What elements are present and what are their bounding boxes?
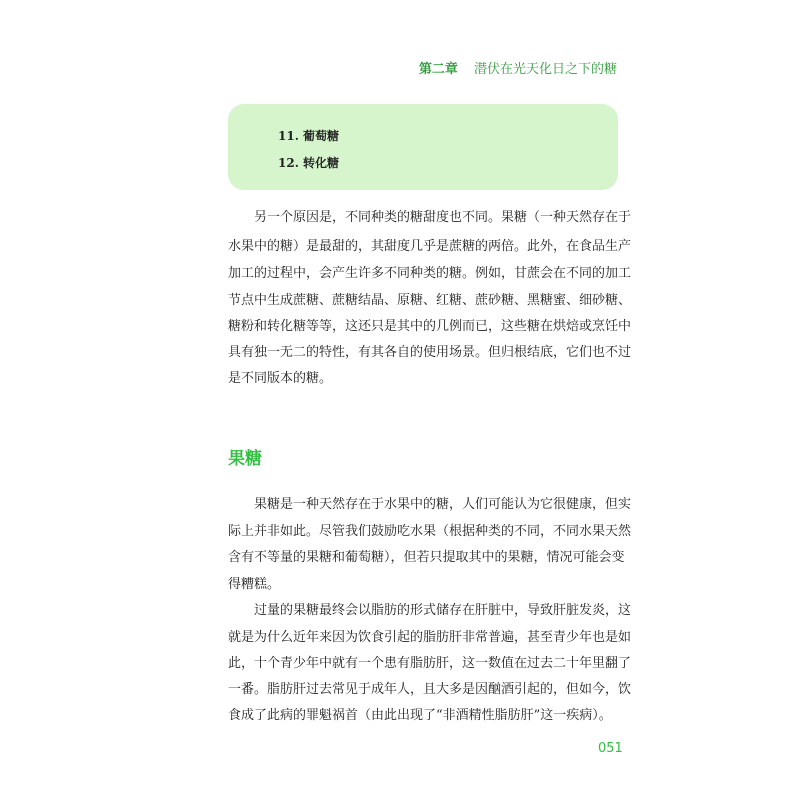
running-header (419, 58, 617, 77)
section-title: 果糖 (228, 449, 262, 469)
text-line: 是不同版本的糖。 (228, 371, 333, 386)
list-item: 12. 转化糖 (278, 156, 340, 170)
text-line: 节点中生成蔗糖、蔗糖结晶、原糖、红糖、蔗砂糖、黑糖蜜、细砂糖、 (228, 293, 632, 308)
text-line: 得糟糕。 (228, 577, 281, 592)
text-line: 一番。脂肪肝过去常见于成年人，且大多是因酗酒引起的，但如今，饮 (228, 682, 632, 697)
text-line: 就是为什么近年来因为饮食引起的脂肪肝非常普遍，甚至青少年也是如 (228, 630, 632, 645)
text-line: 果糖是一种天然存在于水果中的糖，人们可能认为它很健康，但实 (254, 497, 632, 512)
page-number: 051 (598, 741, 623, 756)
text-line: 际上并非如此。尽管我们鼓励吃水果（根据种类的不同，不同水果天然 (228, 524, 632, 539)
list-box (228, 104, 618, 190)
list-item: 11. 葡萄糖 (278, 129, 340, 143)
text-line: 食成了此病的罪魁祸首（由此出现了“非酒精性脂肪肝”这一疾病）。 (228, 708, 612, 723)
text-line: 水果中的糖）是最甜的，其甜度几乎是蔗糖的两倍。此外，在食品生产 (228, 239, 632, 254)
text-line: 加工的过程中，会产生许多不同种类的糖。例如，甘蔗会在不同的加工 (228, 266, 632, 281)
chapter-label: 第二章 (418, 62, 458, 77)
text-line: 具有独一无二的特性，有其各自的使用场景。但归根结底，它们也不过 (228, 345, 632, 360)
text-line: 糖粉和转化糖等等，这还只是其中的几例而已，这些糖在烘焙或烹饪中 (228, 319, 632, 334)
text-line: 此，十个青少年中就有一个患有脂肪肝，这一数值在过去二十年里翻了 (228, 656, 632, 671)
chapter-title: 潜伏在光天化日之下的糖 (473, 62, 617, 77)
text-line: 过量的果糖最终会以脂肪的形式储存在肝脏中，导致肝脏发炎，这 (254, 603, 632, 618)
text-line: 另一个原因是，不同种类的糖甜度也不同。果糖（一种天然存在于 (254, 210, 632, 225)
text-line: 含有不等量的果糖和葡萄糖），但若只提取其中的果糖，情况可能会变 (228, 550, 625, 565)
